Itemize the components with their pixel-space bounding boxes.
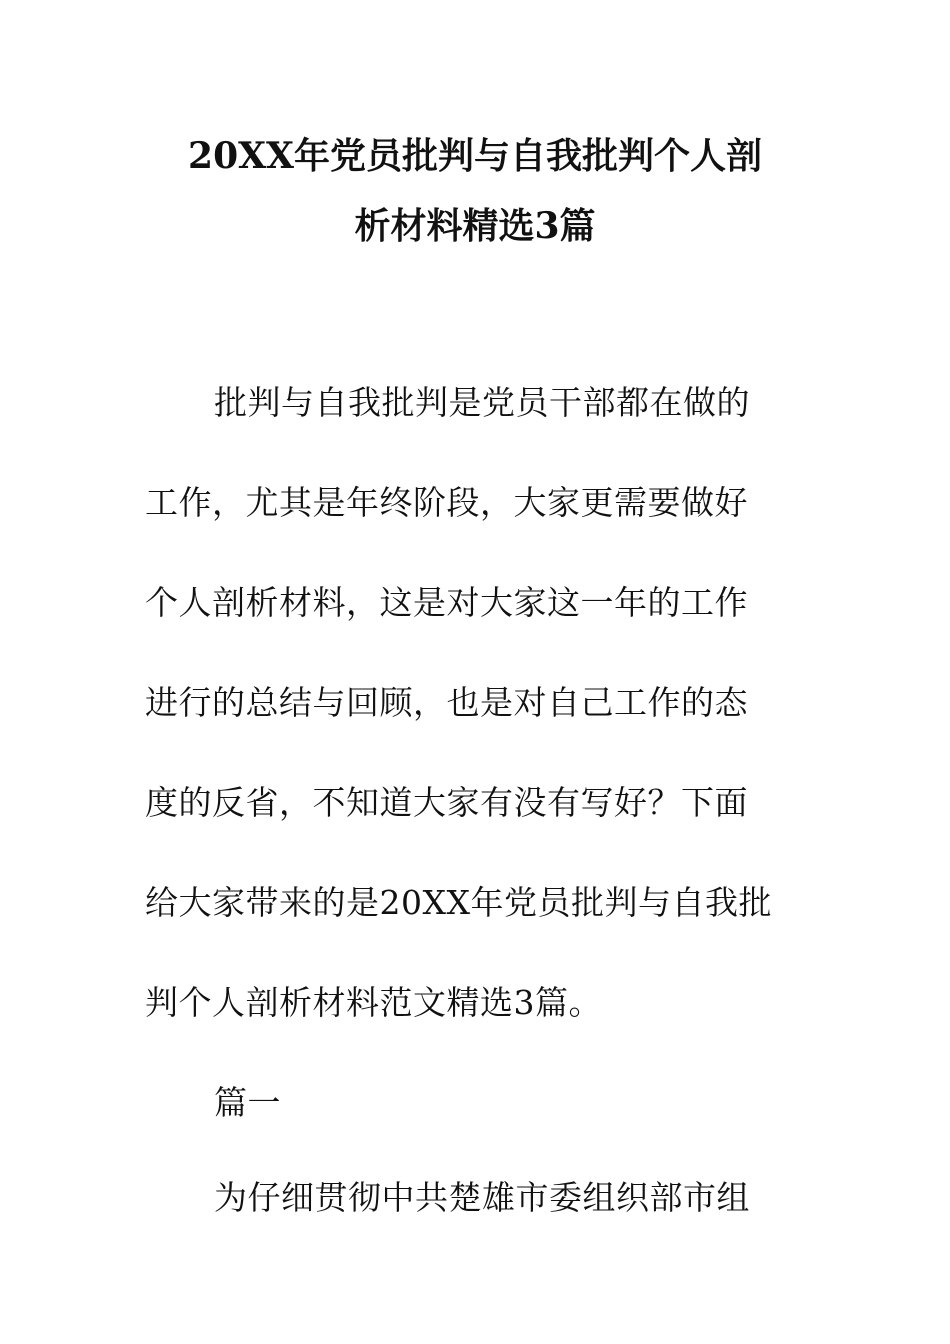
intro-paragraph-line-2: 工作，尤其是年终阶段，大家更需要做好 bbox=[145, 483, 748, 522]
document-title-line-2: 析材料精选3篇 bbox=[354, 205, 596, 247]
section-heading: 篇一 bbox=[214, 1083, 281, 1122]
document-title-line-1: 20XX年党员批判与自我批判个人剖 bbox=[188, 135, 762, 177]
intro-paragraph-line-4: 进行的总结与回顾，也是对自己工作的态 bbox=[145, 683, 748, 722]
intro-paragraph-line-6: 给大家带来的是20XX年党员批判与自我批 bbox=[145, 883, 772, 922]
intro-paragraph-line-7: 判个人剖析材料范文精选3篇。 bbox=[145, 983, 602, 1022]
intro-paragraph-line-5: 度的反省，不知道大家有没有写好？下面 bbox=[145, 783, 748, 822]
section-first-line: 为仔细贯彻中共楚雄市委组织部市组 bbox=[214, 1178, 750, 1217]
intro-paragraph-line-3: 个人剖析材料，这是对大家这一年的工作 bbox=[145, 583, 748, 622]
intro-paragraph-line-1: 批判与自我批判是党员干部都在做的 bbox=[214, 383, 750, 422]
